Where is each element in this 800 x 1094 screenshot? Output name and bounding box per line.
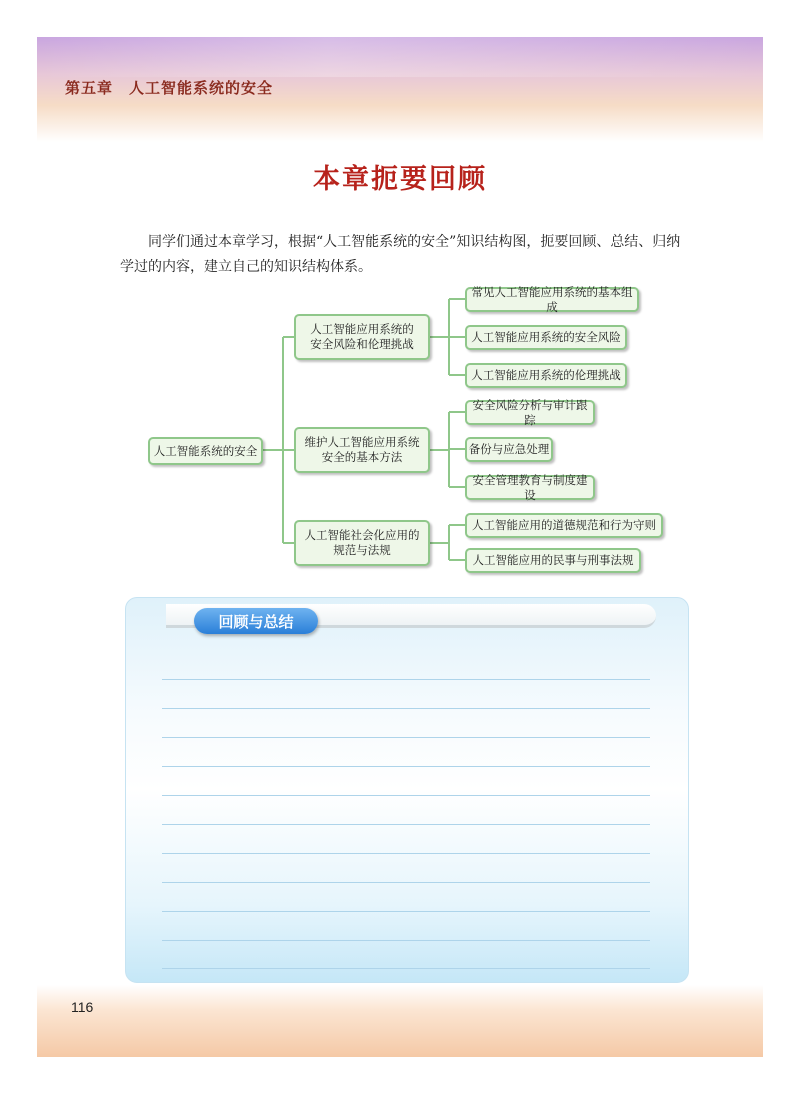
chapter-title: 第五章 人工智能系统的安全 <box>65 79 274 97</box>
footer-band <box>37 985 763 1057</box>
writing-line[interactable] <box>162 853 650 854</box>
branch-3-line1: 人工智能社会化应用的 <box>304 528 420 542</box>
writing-line[interactable] <box>162 708 650 709</box>
mindmap-leaf: 人工智能应用系统的伦理挑战 <box>465 363 627 388</box>
writing-line[interactable] <box>162 882 650 883</box>
summary-box <box>125 597 689 983</box>
mindmap-branch-3 <box>294 520 430 566</box>
header-band <box>37 37 763 142</box>
writing-line[interactable] <box>162 737 650 738</box>
writing-line[interactable] <box>162 968 650 969</box>
writing-line[interactable] <box>162 824 650 825</box>
textbook-page <box>37 37 763 1057</box>
writing-line[interactable] <box>162 911 650 912</box>
branch-1-line2: 安全风险和伦理挑战 <box>310 337 414 351</box>
mindmap-leaf: 人工智能应用的道德规范和行为守则 <box>465 513 663 538</box>
writing-line[interactable] <box>162 766 650 767</box>
page-title: 本章扼要回顾 <box>313 164 487 195</box>
branch-2-line1: 维护人工智能应用系统 <box>304 435 420 449</box>
writing-line[interactable] <box>162 679 650 680</box>
branch-2-line2: 安全的基本方法 <box>321 450 403 464</box>
mindmap-leaf: 安全管理教育与制度建设 <box>465 475 595 500</box>
branch-1-line1: 人工智能应用系统的 <box>310 322 414 336</box>
mindmap-root-node: 人工智能系统的安全 <box>148 437 263 465</box>
mindmap-leaf: 人工智能应用的民事与刑事法规 <box>465 548 641 573</box>
branch-3-line2: 规范与法规 <box>333 543 391 557</box>
mindmap-branch-2 <box>294 427 430 473</box>
intro-paragraph: 同学们通过本章学习，根据“人工智能系统的安全”知识结构图，扼要回顾、总结、归纳学过的内容，建立自己的知识结构体系。 <box>120 234 681 275</box>
mindmap-leaf: 备份与应急处理 <box>465 437 553 462</box>
writing-line[interactable] <box>162 940 650 941</box>
writing-line[interactable] <box>162 795 650 796</box>
summary-label: 回顾与总结 <box>194 608 318 634</box>
mindmap-leaf: 人工智能应用系统的安全风险 <box>465 325 627 350</box>
mindmap-leaf: 常见人工智能应用系统的基本组成 <box>465 287 639 312</box>
page-number: 116 <box>71 999 94 1015</box>
mindmap-branch-1 <box>294 314 430 360</box>
mindmap-leaf: 安全风险分析与审计跟踪 <box>465 400 595 425</box>
